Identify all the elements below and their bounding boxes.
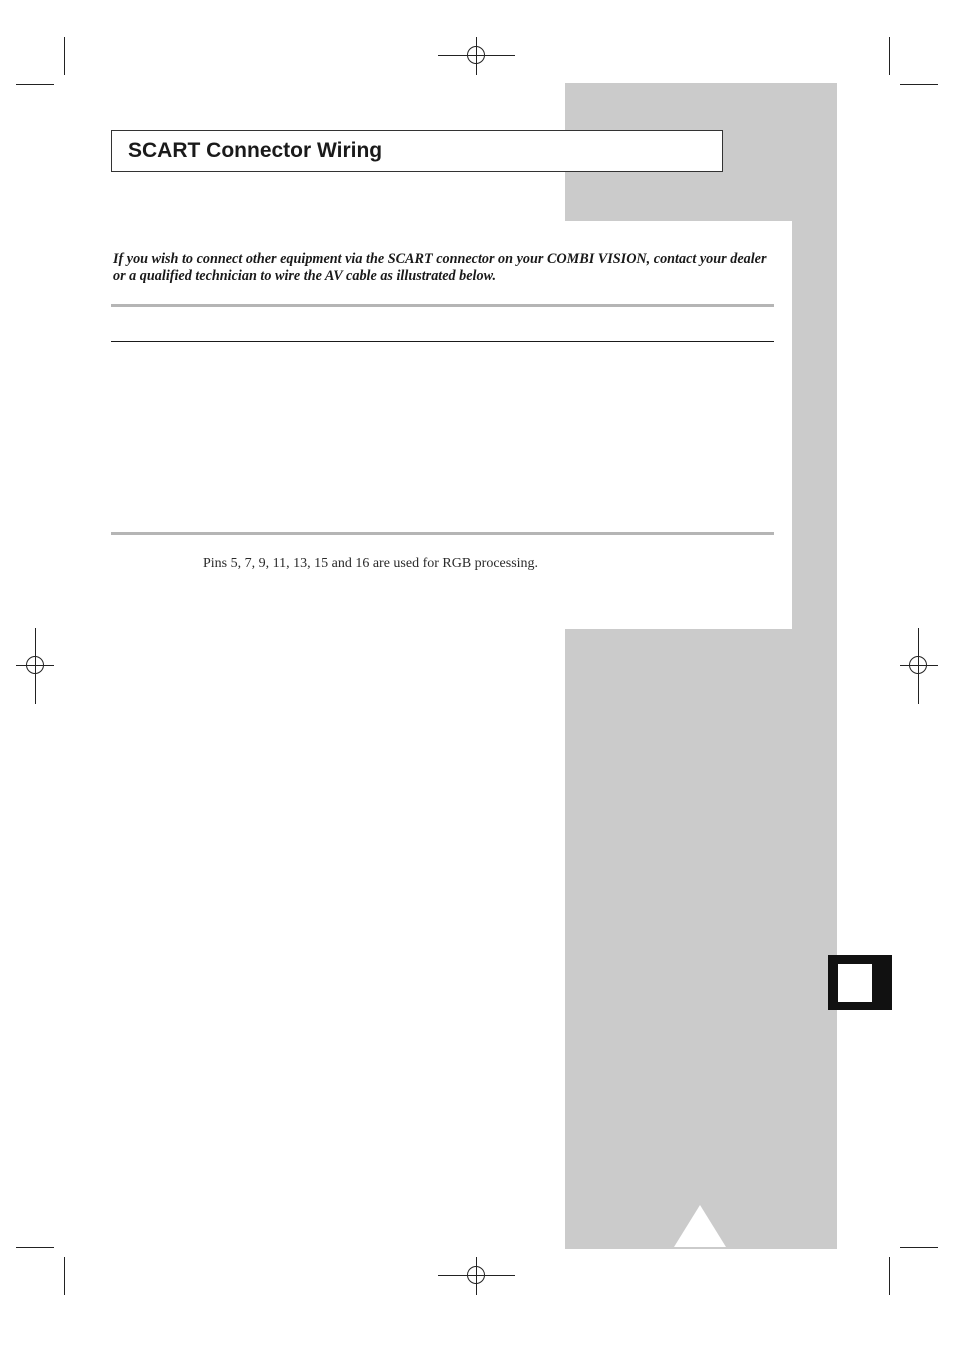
side-panel-bottom — [565, 629, 837, 1249]
table-top-rule — [111, 304, 774, 307]
intro-paragraph: If you wish to connect other equipment via the SCART connector on your COMBI VISION, contact your dealer or a qualified technician to wire the AV cable as illustrated below. — [113, 251, 767, 284]
table-bottom-rule — [111, 532, 774, 535]
section-tab-inner — [838, 964, 872, 1002]
page-title: SCART Connector Wiring — [128, 139, 383, 162]
rgb-note: Pins 5, 7, 9, 11, 13, 15 and 16 are used for RGB processing. — [203, 556, 539, 571]
crop-mark — [16, 1247, 54, 1248]
crop-mark — [64, 37, 65, 75]
side-panel-middle — [792, 221, 837, 629]
crop-mark — [64, 1257, 65, 1295]
crop-mark — [889, 1257, 890, 1295]
crop-mark — [900, 84, 938, 85]
crop-mark — [889, 37, 890, 75]
registration-mark-icon — [467, 1266, 485, 1284]
crop-mark — [900, 1247, 938, 1248]
registration-mark-icon — [467, 46, 485, 64]
page-title-box — [111, 130, 723, 172]
registration-mark-icon — [909, 656, 927, 674]
table-header-rule — [111, 341, 774, 342]
page-arrow-icon — [674, 1205, 726, 1247]
registration-mark-icon — [26, 656, 44, 674]
crop-mark — [16, 84, 54, 85]
